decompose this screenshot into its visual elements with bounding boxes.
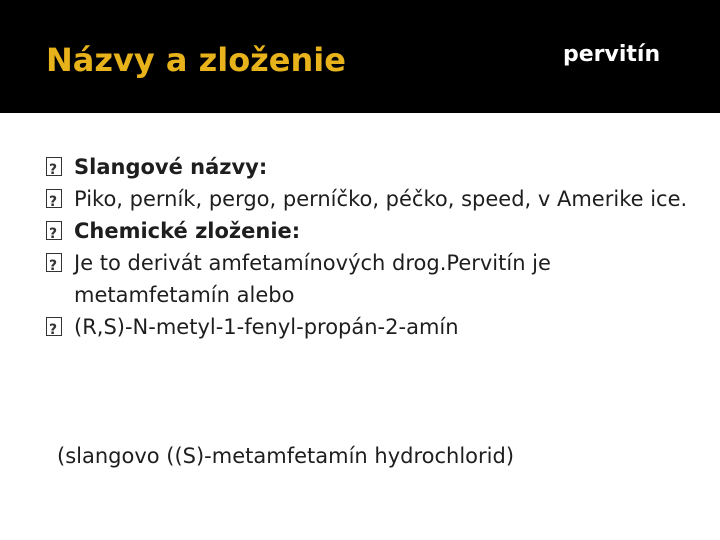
bullet-marker-icon xyxy=(46,317,62,336)
bullet-text: Piko, perník, pergo, perníčko, péčko, speed, v Amerike ice. xyxy=(74,187,688,211)
slide-subtitle: pervitín xyxy=(563,42,661,67)
bullet-marker-icon xyxy=(46,157,62,176)
bullet-item xyxy=(46,215,706,247)
bullet-item xyxy=(46,311,706,343)
bullet-marker-icon xyxy=(46,253,62,272)
slide-title: Názvy a zloženie xyxy=(46,41,346,79)
bullet-text: Je to derivát amfetamínových drog.Pervitín je metamfetamín alebo xyxy=(74,251,551,307)
bullet-text: (R,S)-N-metyl-1-fenyl-propán-2-amín xyxy=(74,315,459,339)
bullet-marker-icon xyxy=(46,189,62,208)
bullet-item xyxy=(46,247,706,311)
bullet-list xyxy=(46,151,706,343)
chemical-note: (slangovo ((S)-metamfetamín hydrochlorid) xyxy=(57,444,515,468)
bullet-item xyxy=(46,151,706,183)
bullet-text: Slangové názvy: xyxy=(74,155,268,179)
bullet-text: Chemické zloženie: xyxy=(74,219,301,243)
bullet-marker-icon xyxy=(46,221,62,240)
title-bar xyxy=(0,0,720,113)
bullet-item xyxy=(46,183,706,215)
